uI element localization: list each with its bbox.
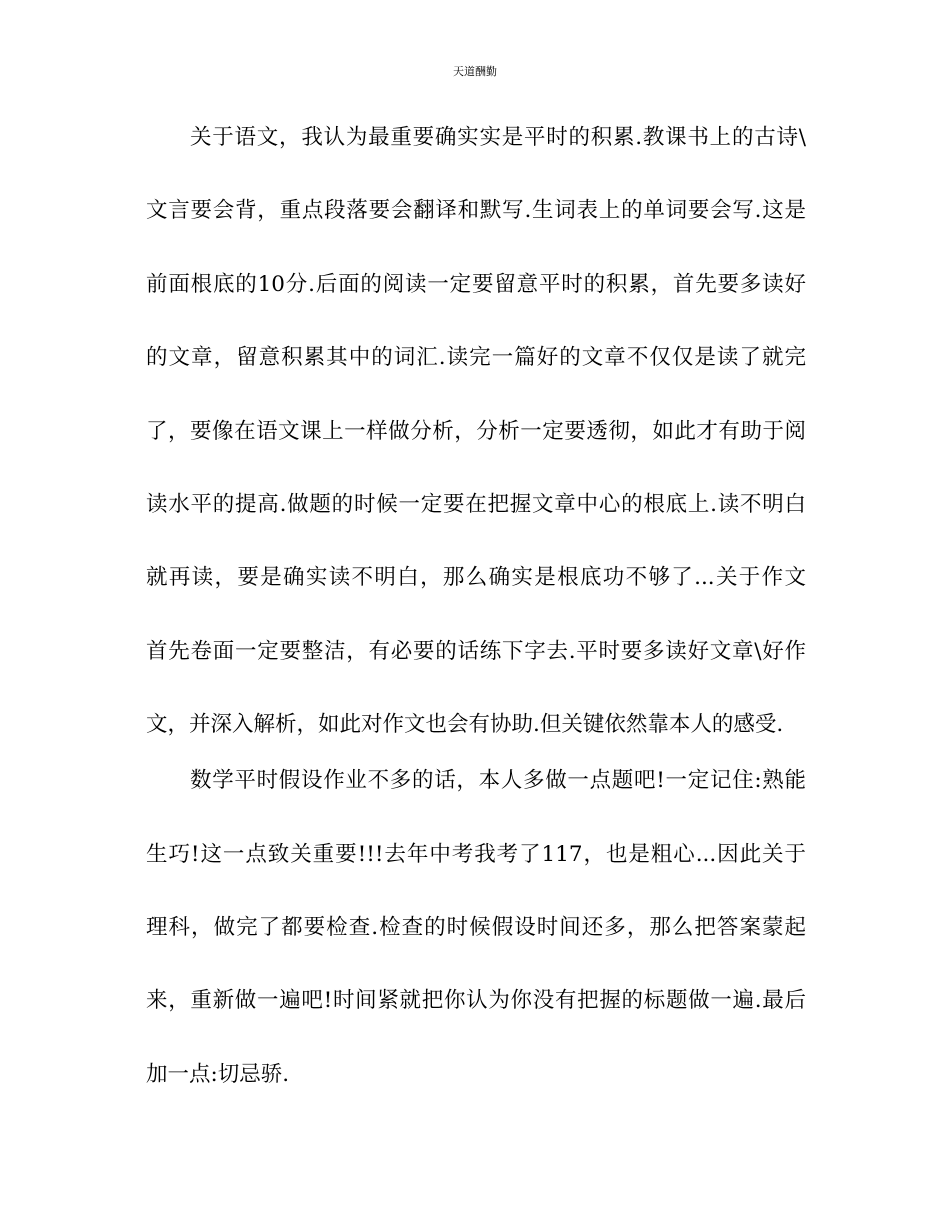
paragraph-line: 的文章，留意积累其中的词汇.读完一篇好的文章不仅仅是读了就完 [146, 345, 806, 371]
paragraph-line: 文，并深入解析，如此对作文也会有协助.但关键依然靠本人的感受. [146, 712, 784, 738]
page-header: 天道酬勤 [453, 65, 497, 78]
paragraph-line: 来，重新做一遍吧!时间紧就把你认为你没有把握的标题做一遍.最后 [146, 988, 806, 1014]
paragraph-line: 了，要像在语文课上一样做分析，分析一定要透彻，如此才有助于阅 [146, 418, 806, 444]
paragraph-math [146, 763, 806, 1093]
paragraph-line: 生巧!这一点致关重要!!!去年中考我考了117，也是粗心...因此关于 [146, 841, 806, 867]
paragraph-chinese [146, 120, 806, 743]
paragraph-line: 读水平的提高.做题的时候一定要在把握文章中心的根底上.读不明白 [146, 491, 806, 517]
paragraph-line: 关于语文，我认为最重要确实实是平时的积累.教课书上的古诗\ [190, 125, 806, 150]
paragraph-line: 就再读，要是确实读不明白，那么确实是根底功不够了...关于作文 [146, 565, 806, 591]
paragraph-line: 首先卷面一定要整洁，有必要的话练下字去.平时要多读好文章\好作 [146, 638, 806, 664]
paragraph-line: 理科，做完了都要检查.检查的时候假设时间还多，那么把答案蒙起 [146, 914, 806, 940]
paragraph-line: 加一点:切忌骄. [146, 1061, 290, 1087]
paragraph-line: 文言要会背，重点段落要会翻译和默写.生词表上的单词要会写.这是 [146, 198, 806, 224]
paragraph-line: 数学平时假设作业不多的话，本人多做一点题吧!一定记住:熟能 [190, 768, 806, 794]
paragraph-line: 前面根底的10分.后面的阅读一定要留意平时的积累，首先要多读好 [146, 271, 806, 297]
document-body [146, 120, 806, 1093]
